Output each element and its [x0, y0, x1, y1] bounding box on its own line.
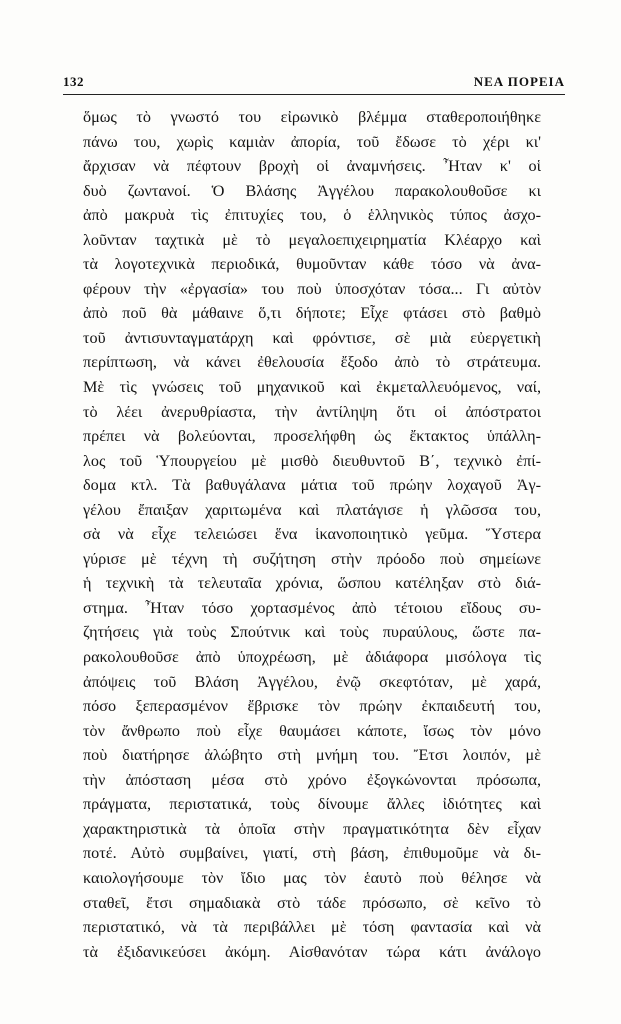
text-line: πράγματα, περιστατικά, τοὺς δίνουμε ἄλλες ἰδιότητες καὶ	[83, 795, 541, 814]
text-line: πάνω του, χωρὶς καμιὰν ἀπορία, τοῦ ἔδωσε τὸ χέρι κι'	[83, 132, 541, 151]
text-line: ἄρχισαν νὰ πέφτουν βροχὴ οἱ ἀναμνήσεις. Ἦταν κ' οἱ	[83, 157, 541, 176]
text-line: ποτέ. Αὐτὸ συμβαίνει, γιατί, στὴ βάση, ἐπιθυμοῦμε νὰ δι-	[83, 844, 541, 863]
text-line: ἀπόψεις τοῦ Βλάση Ἀγγέλου, ἐνῷ σκεφτόταν, μὲ χαρά,	[83, 672, 541, 691]
running-header	[63, 72, 565, 95]
text-line: χαρακτηριστικὰ τὰ ὁποῖα στὴν πραγματικότητα δὲν εἶχαν	[83, 819, 541, 838]
text-line: σταθεῖ, ἔτσι σημαδιακὰ στὸ τάδε πρόσωπο, σὲ κεῖνο τὸ	[83, 893, 541, 912]
text-line: τὸ λέει ἀνερυθρίαστα, τὴν ἀντίληψη ὅτι οἱ ἀπόστρατοι	[83, 402, 541, 421]
body-text	[83, 105, 541, 964]
text-line: στημα. Ἦταν τόσο χορτασμένος ἀπὸ τέτοιου εἴδους συ-	[83, 598, 541, 617]
text-line: Μὲ τὶς γνώσεις τοῦ μηχανικοῦ καὶ ἐκμεταλλευόμενος, ναί,	[83, 378, 541, 397]
text-line: δομα κτλ. Τὰ βαθυγάλανα μάτια τοῦ πρώην λοχαγοῦ Ἀγ-	[83, 476, 541, 495]
text-line: δυὸ ζωντανοί. Ὁ Βλάσης Ἀγγέλου παρακολουθοῦσε κι	[83, 181, 541, 200]
text-line: τὴν ἀπόσταση μέσα στὸ χρόνο ἐξογκώνονται πρόσωπα,	[83, 770, 541, 789]
text-line: ἡ τεχνικὴ τὰ τελευταῖα χρόνια, ὥσπου κατέληξαν στὸ διά-	[83, 574, 541, 593]
text-line: πόσο ξεπερασμένον ἔβρισκε τὸν πρώην ἐκπαιδευτή του,	[83, 697, 541, 716]
text-line: πρέπει νὰ βολεύονται, προσελήφθη ὡς ἔκτακτος ὑπάλλη-	[83, 427, 541, 446]
journal-title: ΝΕΑ ΠΟΡΕΙΑ	[473, 74, 565, 89]
text-line: λος τοῦ Ὑπουργείου μὲ μισθὸ διευθυντοῦ Β΄, τεχνικὸ ἐπί-	[83, 451, 541, 470]
text-line: λοῦνταν ταχτικὰ μὲ τὸ μεγαλοεπιχειρηματία Κλέαρχο καὶ	[83, 230, 541, 249]
text-line: τὰ ἐξιδανικεύσει ἀκόμη. Αἰσθανόταν τώρα κάτι ἀνάλογο	[83, 942, 541, 961]
text-line: καιολογήσουμε τὸν ἴδιο μας τὸν ἑαυτὸ ποὺ θέλησε νὰ	[83, 868, 541, 887]
text-line: τὸν ἄνθρωπο ποὺ εἶχε θαυμάσει κάποτε, ἴσως τὸν μόνο	[83, 721, 541, 740]
text-line: περίπτωση, νὰ κάνει ἐθελουσία ἔξοδο ἀπὸ τὸ στράτευμα.	[83, 353, 541, 372]
text-line: ἀπὸ μακρυὰ τὶς ἐπιτυχίες του, ὁ ἑλληνικὸς τύπος ἀσχο-	[83, 206, 541, 225]
text-line: φέρουν τὴν «ἐργασία» του ποὺ ὑποσχόταν τόσα... Γι αὐτὸν	[83, 279, 541, 298]
text-line: τοῦ ἀντισυνταγματάρχη καὶ φρόντισε, σὲ μιὰ εὐεργετικὴ	[83, 328, 541, 347]
text-line: τὰ λογοτεχνικὰ περιοδικά, θυμοῦνταν κάθε τόσο νὰ ἀνα-	[83, 255, 541, 274]
text-line: σὰ νὰ εἶχε τελειώσει ἕνα ἱκανοποιητικὸ γεῦμα. Ὕστερα	[83, 525, 541, 544]
text-line: ἀπὸ ποῦ θὰ μάθαινε ὅ,τι δήποτε; Εἶχε φτάσει στὸ βαθμὸ	[83, 304, 541, 323]
text-line: περιστατικό, νὰ τὰ περιβάλλει μὲ τόση φαντασία καὶ νὰ	[83, 918, 541, 937]
text-line: ὅμως τὸ γνωστό του εἰρωνικὸ βλέμμα σταθεροποιήθηκε	[83, 108, 541, 126]
page-number: 132	[63, 74, 84, 89]
text-line: ποὺ διατήρησε ἀλώβητο στὴ μνήμη του. Ἔτσι λοιπόν, μὲ	[83, 746, 541, 765]
text-line: γέλου ἔπαιξαν χαριτωμένα καὶ πλατάγισε ἡ γλῶσσα του,	[83, 500, 541, 519]
text-line: ζητήσεις γιὰ τοὺς Σπούτνικ καὶ τοὺς πυραύλους, ὥστε πα-	[83, 623, 541, 642]
text-line: γύρισε μὲ τέχνη τὴ συζήτηση στὴν πρόοδο ποὺ σημείωνε	[83, 549, 541, 568]
text-line: ρακολουθοῦσε ἀπὸ ὑποχρέωση, μὲ ἀδιάφορα μισόλογα τὶς	[83, 648, 541, 667]
